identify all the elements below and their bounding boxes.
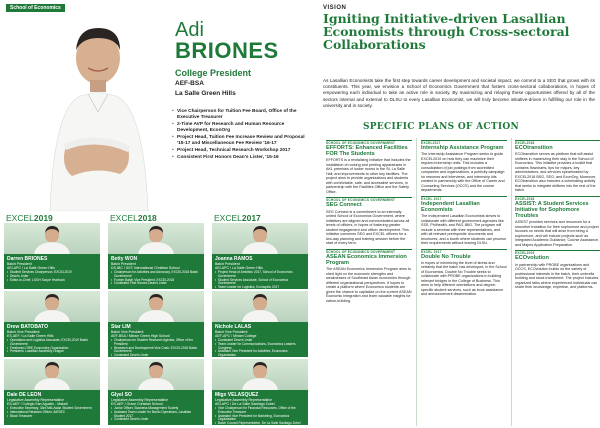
candidate-info [4,322,100,357]
candidate-name: Drew BATOBATO [7,324,49,330]
candidate-credential: • Junior Officer, Business Management Society [111,407,201,411]
candidate-credential: • Operations and Logistics Associate, EXCEL2019 Batch Government [7,339,97,347]
candidate-credentials [7,271,97,282]
candidate-info [108,390,204,425]
candidate-name: Glyel SO [111,392,132,398]
candidate-card [212,359,308,425]
plan-item [515,250,600,289]
plan-body: ECOtransition serves as platform that will assist shiftees in maximizing their stay in the School of Economics. This initiative provides a toolkit that contains flowcharts, tips for majors, key administrators, and services spearheaded by EXCEL2018 BSG, SEG, and EconOrg. Moreover, ECOtransition also includes a culminating activity that seeks to integrate shiftees into the rest of the batch. [515,152,597,193]
candidate-info [108,322,204,357]
candidate-photo [4,223,100,254]
plans-column-2 [421,138,507,426]
plan-body: EFFORTS is a revitalizing initiative that includes the installation of rooking and printing apparatuses in AKL premises of locker rooms in the St. La Salle Hall, and improvements to other key facilities. The project aims to provide organizations and students with comfortable, safe, and accessible services, in partnership with the Facilities Office and the Safety Office. [326,158,411,194]
candidate-credential: • Project Head of Ambition 2017, School of Economics Government [215,271,305,279]
candidate-credential: • Student Services Chairperson, EXCEL2019 [7,271,97,275]
plan-body: The ASEAN Economics Immersion Program aims to shed light on the economic strengths and weaknesses of Southeast Asian economies through different organizational perspectives. It hopes to create a platform where Economics students are given the chance to capitalize on the current ASEAN Economic Integration and learn valuable insights for nation-building. [326,267,412,303]
candidate-school: ES-AEF / La Salle Green Hills [7,334,54,338]
plan-title: Independent Lasallian Economists [421,200,480,213]
vision-title: Igniting Initiative-driven Lasallian Economists through Cross-sectoral Collaborations [323,11,570,52]
candidate-credential: • Freshmen ORIE Economics Organization [7,347,97,351]
candidate-school: AEI-APC / La Salle Green Hills [7,266,55,270]
credential-item: • Project Head, Tuition Fee Increase Review and Proposal '15-17 and Miscellaneous Fee Review '16-17 [172,135,310,147]
candidate-credentials [111,339,201,358]
candidate-credential: • Consistent Dean's Lister [111,354,201,358]
candidate-school: ES-AEF / Grace Christian School [111,402,163,406]
candidate-photo [212,291,308,322]
plan-tag: EXCEL2019 [515,251,535,256]
candidate-name: Joanna RAMOS [215,256,253,262]
candidate-credential: • Editor-in-Chief, LSGH Scope Yearbook [7,279,97,283]
candidate-name: Darren BRIONES [7,256,48,262]
candidate-position: Legislative Assembly Representative [215,398,273,402]
candidate-credentials [7,339,97,354]
candidate-credential: • Executive Secretary, 33rd Mid-Asian Student Government [7,407,97,411]
candidate-credential: • Dean's Lister [7,275,97,279]
plan-title: EFFORTS: Enhanced Facilities FOR The Students [326,145,408,158]
vision-section [323,5,595,51]
plan-title: Double No Trouble [421,253,471,260]
plan-title: Internship Assistance Program [421,145,504,151]
candidate-credentials [111,271,201,286]
candidate-credentials [215,407,305,426]
plan-item [421,196,507,246]
plan-item [515,196,600,248]
plans-column-1 [326,138,412,426]
candidate-credential: • President, Lasallian Assembly League [7,350,97,354]
candidate-credential: • Vice Chairperson for Financial Resources, Office of the Executive Treasurer [215,407,305,415]
candidate-photo [4,291,100,322]
plan-title: SEG Connect [326,202,362,209]
candidate-credential: • Assistant Vice President for Activities, Economics Organization [215,350,305,358]
excel-2019-label: EXCEL2019 [6,213,53,223]
school-tag: School of Economics [6,4,65,12]
plan-body: The Independent Lasallian Economists strives to collaborate with different government agencies like SSS, Philhealth, and PAG-IBIG. The program will include a seminar with their representatives, and with all relevant prerequisite documents and brochures, and a booth where students can process their requirements without leaving DLSU. [421,214,506,246]
credential-item: • Project Head, Technical Research Workshop 2017 [172,148,310,154]
president-credentials [172,109,310,162]
plan-title: ECOvolution [515,255,549,262]
candidate-photo [108,223,204,254]
plan-body: SEG Connect is a commitment to an internally united School of Economics Government, where initiatives are aligned and communicated across all levels of officers, in hopes of fostering greater student engagement and officer development. This initiative convenes SEG and EXCEL officers for a two-day planning and training session before the start of every term. [326,209,410,246]
candidate-name: Dale DE LEON [7,392,42,398]
candidate-credentials [7,407,97,418]
candidate-card [108,291,204,357]
candidate-name: Nichole LALAS [215,324,252,330]
candidate-credential: • Batch Council Representative, De La Salle Santiago Zobel [215,422,305,426]
plan-tag: SCHOOL OF ECONOMICS GOVERNMENT [326,198,396,203]
plan-tag: SCHOOL OF ECONOMICS GOVERNMENT [326,141,396,145]
credential-item: • Consistent First Honors Dean's Lister, '15-16 [172,155,310,161]
candidate-position: Batch President [111,262,136,266]
plan-body: The Internship Assistance Program seeks to guide EXCEL2019 on how they can maximize their required internship units. This includes a consolidation of job postings from accredited companies and organizations, a publicity campaign on resumes and interviews, and internship kits created in partnership with the Office of Career and Counseling Services (OCCS) and the course departments. [421,152,505,193]
hero-name-block [175,20,279,98]
plan-body: ASSIST provides services and resources for a smoother transition for their sophomore and project focuses on needs that will arise from being a sophomore, and will include projects such as Integrated Academic Guidance, Course Assistance, and Majors Application Preparation. [515,220,600,247]
candidate-position: Batch President [215,262,240,266]
candidate-info [212,254,308,289]
credential-item: • Vice Chairperson for Tuition Fee Board, Office of the Executive Treasurer [172,109,310,121]
candidate-photo [212,359,308,390]
excel-2017-label: EXCEL2017 [214,213,261,223]
last-name: BRIONES [175,38,279,63]
plan-tag: EXCEL2017 [421,141,441,145]
candidate-position: Legislative Assembly Representative [7,398,65,402]
candidate-credential: • Assistant Vice President for Marketing, Economics Organization [215,415,305,423]
candidate-credential: • Consistent First Honors Dean's Lister [111,282,201,286]
candidate-position: Batch Vice President [111,330,144,334]
plan-tag: EXCEL 2017 [421,196,442,201]
candidate-name: Star LIM [111,324,131,330]
candidate-card [108,223,204,289]
candidate-credential: • Research and Development Vice Chair, EXCEL2018 Batch Government [111,347,201,355]
candidate-card [212,291,308,357]
candidate-credential: • Team Leader for Logistics, Econspirio 2017 [215,286,305,290]
plan-title: ASSIST: A Student Services Initiative for Sophomore Troubles [515,200,589,220]
plan-title: ASEAN Economics Immersion Program [326,253,407,266]
plan-tag: EXCEL2018 [515,141,535,145]
first-name: Adi [175,19,204,41]
candidate-credential: • International Relations Officer, AIESEC [7,411,97,415]
candidate-name: Migx VELASQUEZ [215,392,259,398]
plan-item [421,140,507,193]
candidate-card [4,223,100,289]
plan-item [326,197,412,245]
course-code: AEF-BSA [175,80,204,87]
candidate-card [212,223,308,289]
candidate-position: Batch President [7,262,32,266]
candidate-credential: • Student Services Associate, School of Economics Government [215,279,305,287]
plan-tag: SCHOOL OF ECONOMICS GOVERNMENT [326,249,396,254]
candidate-info [212,322,308,357]
plan-title: ECOtransition [515,145,553,151]
vision-body: As Lasallian Economists take the first step towards career development and societal impact, we commit to a SEG that grows with its constituents. This year, we envision a School of Economics Government that fosters cross-sectoral collaborations, in hopes of empowering each individual to take an active role in society. By maximizing and relaying these opportunities offered by all of the sectors internal and external to DLSU to every Lasallian Economist, we will truly become initiative-driven in fulfilling our role in the university and in society. [323,78,595,108]
plans-column-3 [515,138,600,426]
candidate-school: ES-AEF / Colegio San Agustin - Makati [7,402,68,406]
candidate-school: DS-IBC / SGT International Christian School [111,266,180,270]
position-title: College President [175,68,252,78]
candidate-info [4,390,100,425]
candidate-card [4,359,100,425]
plan-body: In hopes of minimizing the level of stress and certainty that the batch has developed, in the School of Economics, Double No Trouble seeks to collaborate with PROBE organizations in building relevant bridges in the College of Business. This aims to help different orientations and degree-specific student services, such as book assistance and announcement dissemination. [421,260,507,297]
candidate-info [212,390,308,425]
candidate-credentials [215,339,305,358]
high-school: La Salle Green Hills [175,90,236,97]
candidate-photo [4,359,100,390]
candidate-credential: • Team Leader for Communications, Economics Leaders Congress [215,343,305,351]
candidate-grid [4,223,314,425]
candidate-credential: • Chairperson for Activities and Advocacy, EXCEL2018 Batch Government [111,271,201,279]
candidate-credential: • Consistent Dean's Lister [215,339,305,343]
candidate-school: AEF-APC / Miriam College [215,334,257,338]
candidate-photo [108,291,204,322]
candidate-info [4,254,100,289]
candidate-position: Batch Vice President [7,330,40,334]
candidate-school: AEI-APC / De La Salle Santiago Zobel [215,402,275,406]
candidate-name: Betty WON [111,256,138,262]
candidate-credentials [111,407,201,422]
candidate-photo [212,223,308,254]
candidate-school: AEF-BSA / Miriam Green High School [111,334,170,338]
candidate-credential: • Consistent Dean's Lister [111,418,201,422]
credential-item: • 2-Time AVP for Research and Human Resource Development, EconOrg [172,122,310,134]
candidate-info [108,254,204,289]
candidate-credential: • Chairperson for Student Research Agenda, Office of the President [111,339,201,347]
candidate-position: Batch Vice President [215,330,248,334]
plan-item [515,140,600,193]
plan-body: In partnership with PROBE organizations and OCCS, ECOvolution builds on the variety of professional interests in the batch, their umbrella building and stock investment. The project includes organized talks where experienced individuals can share their knowledge, expertise, and platforms. [515,262,599,290]
candidate-position: Legislative Assembly Representative [111,398,169,402]
candidate-photo [108,359,204,390]
plan-item [421,249,507,297]
plans-title: SPECIFIC PLANS OF ACTION [363,122,520,132]
plan-tag: EXCEL2018 [515,196,535,201]
candidate-school: AEI-APC / La Salle Green Hills [215,266,263,270]
vision-tag: VISION [323,5,347,11]
plan-tag: EXCEL 2017 [421,249,442,254]
excel-2018-label: EXCEL2018 [110,213,157,223]
candidate-credential: • Block Treasurer [7,415,97,419]
candidate-card [4,291,100,357]
candidate-credential: • Former Batch Vice President, EXCEL2018 [111,279,201,283]
plan-item [326,249,412,303]
plan-item [326,140,412,194]
president-photo [36,16,156,211]
candidate-credential: • Assistant Team Leader for Barrio Operations, Lasallian Student 2017 [111,411,201,419]
candidate-card [108,359,204,425]
